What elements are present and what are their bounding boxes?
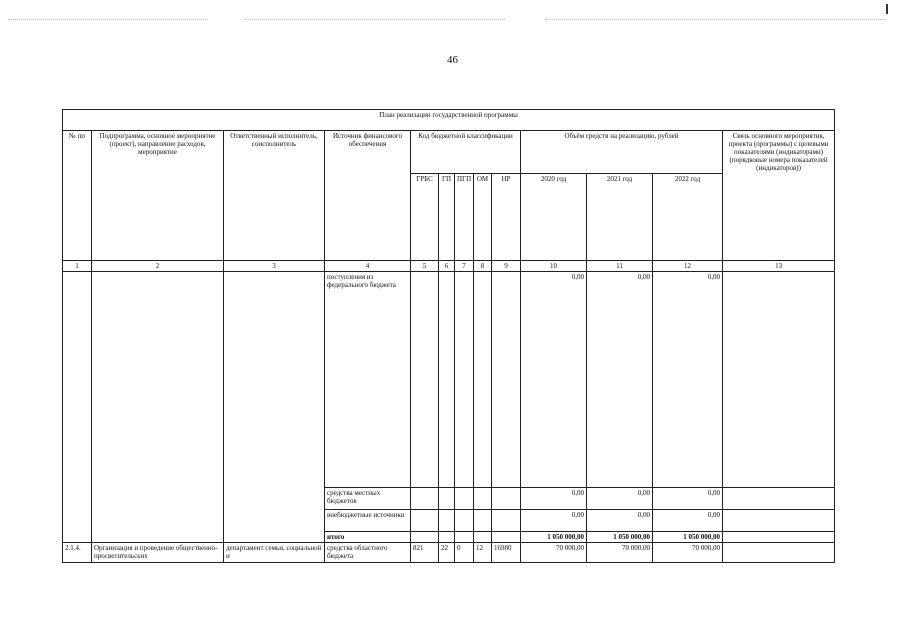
program-plan-table: [62, 109, 835, 563]
item-om: 12: [474, 543, 492, 563]
header-subprogram: Подпрограмма, основное мероприятие (проект), направление расходов, мероприятие: [92, 131, 224, 261]
col-number: 5: [411, 261, 439, 272]
col-number: 9: [492, 261, 521, 272]
header-funds: Объём средств на реализацию, рублей: [521, 131, 723, 174]
table-cell-empty: [492, 488, 521, 510]
table-cell-empty: [723, 510, 835, 532]
value-2021: 0,00: [587, 488, 653, 510]
value-2022: 0,00: [653, 272, 723, 488]
item-number: 2.1.4.: [63, 543, 92, 563]
table-row-source: поступления из федерального бюджета: [325, 272, 411, 488]
table-cell-empty: [439, 488, 455, 510]
total-2021: 1 050 000,00: [587, 532, 653, 543]
table-cell-empty: [723, 488, 835, 510]
table-cell-empty: [474, 510, 492, 532]
header-source: Источник финансового обеспечения: [325, 131, 411, 261]
header-budget-code: Код бюджетной классификации: [411, 131, 521, 174]
table-cell-empty: [474, 532, 492, 543]
table-cell-empty: [224, 272, 325, 543]
header-executor: Ответственный исполнитель, соисполнитель: [224, 131, 325, 261]
table-cell-empty: [474, 272, 492, 488]
col-number: 1: [63, 261, 92, 272]
table-cell-empty: [455, 532, 474, 543]
table-caption: План реализации государственной программы: [63, 110, 835, 131]
item-gp: 22: [439, 543, 455, 563]
table-cell-empty: [455, 272, 474, 488]
value-2020: 0,00: [521, 488, 587, 510]
scan-noise-line: [8, 19, 208, 20]
scan-noise-line: [545, 19, 885, 20]
header-pgp: ПГП: [455, 174, 474, 261]
item-executor: департамент семьи, социальной и: [224, 543, 325, 563]
value-2020: 0,00: [521, 510, 587, 532]
table-cell-empty: [411, 272, 439, 488]
header-grbs: ГРБС: [411, 174, 439, 261]
header-om: ОМ: [474, 174, 492, 261]
header-num: № пп: [63, 131, 92, 261]
header-link: Связь основного мероприятия, проекта (программы) с целевыми показателями (индикаторами) (порядковые номера показателей (индикаторов)): [723, 131, 835, 261]
col-number: 12: [653, 261, 723, 272]
item-subprogram: Организация и проведение общественно-просветительских: [92, 543, 224, 563]
table-cell-empty: [411, 488, 439, 510]
item-source: средства областного бюджета: [325, 543, 411, 563]
table-cell-empty: [723, 532, 835, 543]
table-cell-empty: [492, 532, 521, 543]
total-2020: 1 050 000,00: [521, 532, 587, 543]
item-pgp: 0: [455, 543, 474, 563]
header-nr: НР: [492, 174, 521, 261]
header-year-2022: 2022 год: [653, 174, 723, 261]
table-cell-empty: [411, 532, 439, 543]
scan-noise-line: [245, 19, 505, 20]
col-number: 13: [723, 261, 835, 272]
table-cell-empty: [723, 272, 835, 488]
value-2021: 0,00: [587, 272, 653, 488]
header-year-2020: 2020 год: [521, 174, 587, 261]
item-nr: 16980: [492, 543, 521, 563]
table-cell-empty: [723, 543, 835, 563]
table-cell-empty: [439, 532, 455, 543]
table-row-source: средства местных бюджетов: [325, 488, 411, 510]
item-value-2021: 70 000,00: [587, 543, 653, 563]
header-year-2021: 2021 год: [587, 174, 653, 261]
table-cell-empty: [92, 272, 224, 543]
page-number: 46: [447, 54, 458, 66]
value-2020: 0,00: [521, 272, 587, 488]
col-number: 7: [455, 261, 474, 272]
col-number: 6: [439, 261, 455, 272]
table-cell-empty: [474, 488, 492, 510]
table-cell-empty: [411, 510, 439, 532]
item-grbs: 821: [411, 543, 439, 563]
col-number: 8: [474, 261, 492, 272]
table-cell-empty: [455, 488, 474, 510]
col-number: 3: [224, 261, 325, 272]
table-cell-empty: [439, 510, 455, 532]
total-2022: 1 050 000,00: [653, 532, 723, 543]
table-row-source-total: итого: [325, 532, 411, 543]
item-value-2020: 70 000,00: [521, 543, 587, 563]
table-cell-empty: [492, 272, 521, 488]
scan-edge-mark: [886, 4, 888, 14]
table-cell-empty: [455, 510, 474, 532]
col-number: 4: [325, 261, 411, 272]
col-number: 11: [587, 261, 653, 272]
item-value-2022: 70 000,00: [653, 543, 723, 563]
value-2021: 0,00: [587, 510, 653, 532]
table-cell-empty: [439, 272, 455, 488]
value-2022: 0,00: [653, 488, 723, 510]
table-row-source: внебюджетные источники: [325, 510, 411, 532]
value-2022: 0,00: [653, 510, 723, 532]
table-cell-empty: [63, 272, 92, 543]
col-number: 10: [521, 261, 587, 272]
col-number: 2: [92, 261, 224, 272]
header-gp: ГП: [439, 174, 455, 261]
table-cell-empty: [492, 510, 521, 532]
